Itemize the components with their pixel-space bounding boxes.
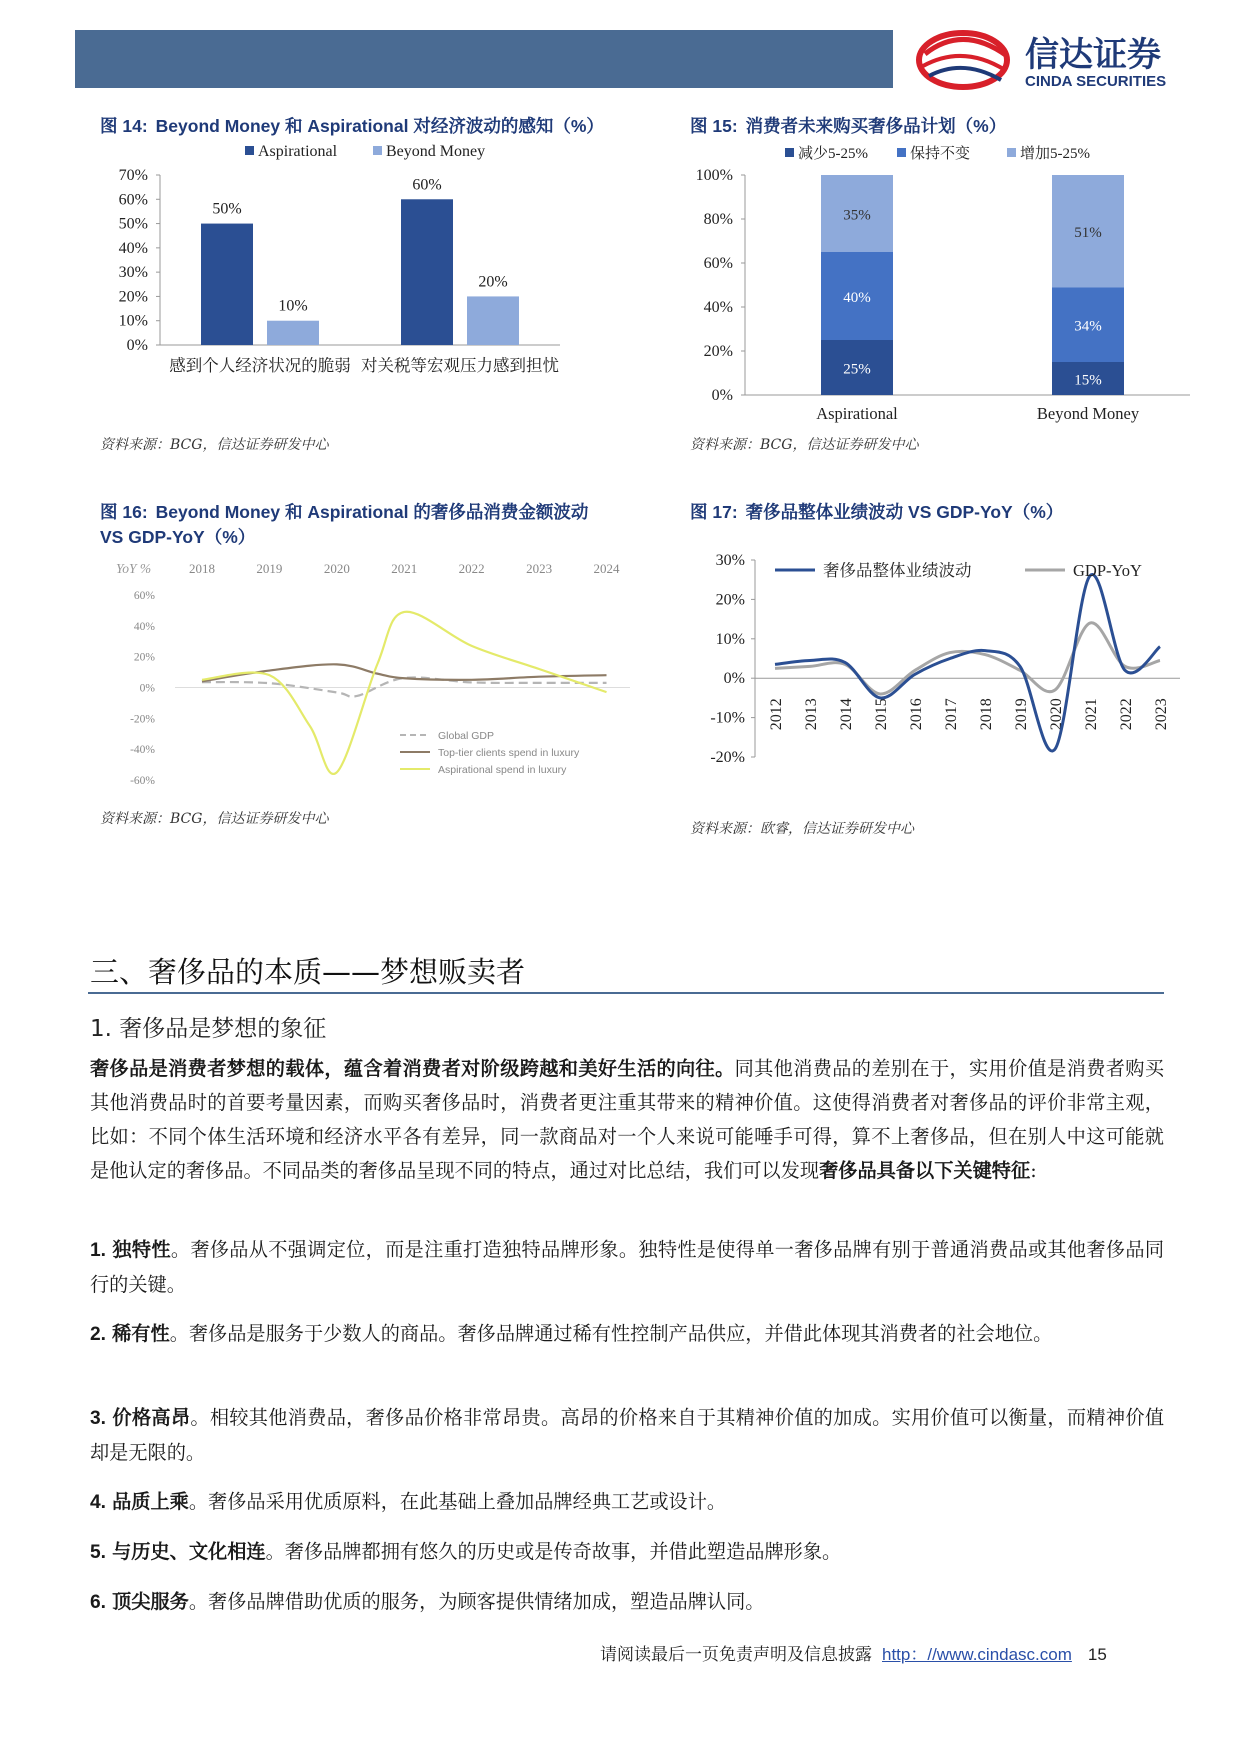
x-tick-label: 2018 (978, 698, 995, 731)
section-subheading: 1. 奢侈品是梦想的象征 (90, 1016, 327, 1042)
y-tick-label: 20% (703, 343, 733, 360)
legend-label: Aspirational spend in luxury (438, 764, 567, 776)
y-tick-label: 20% (118, 288, 148, 306)
fig14-source: 资料来源：BCG，信达证券研发中心 (100, 437, 329, 453)
y-tick-label: 0% (126, 337, 148, 354)
x-tick-label: 2014 (838, 698, 855, 731)
x-tick-label: 2019 (1013, 698, 1030, 731)
y-tick-label: 60% (118, 191, 148, 209)
data-label: 34% (1074, 318, 1102, 335)
fig16-label: 图 16: (100, 502, 148, 522)
x-tick-label: 2013 (803, 698, 820, 731)
fig15-chart (685, 140, 1225, 435)
x-tick-label: 2012 (768, 698, 785, 731)
y-tick-label: 10% (118, 312, 148, 330)
x-tick-label: 2022 (458, 561, 485, 576)
page-number: 15 (1087, 1645, 1107, 1664)
legend-label: Aspirational (258, 143, 338, 160)
y-tick-label: 40% (133, 620, 155, 633)
y-tick-label: 70% (118, 167, 148, 184)
y-tick-label: 100% (695, 167, 733, 184)
legend-swatch (373, 146, 382, 155)
y-tick-label: 50% (118, 215, 148, 233)
fig14-label: 图 14: (100, 116, 148, 136)
footer-url-link[interactable]: http：//www.cindasc.com (882, 1645, 1072, 1664)
data-label: 50% (212, 200, 242, 218)
y-tick-label: -60% (130, 775, 155, 787)
intro-paragraph (90, 1052, 1164, 1188)
x-tick-label: 2021 (1083, 698, 1100, 731)
bar (401, 199, 453, 345)
y-tick-label: 10% (715, 630, 745, 648)
x-tick-label: 2017 (943, 698, 960, 731)
x-tick-label: 2020 (323, 561, 350, 576)
legend-label: 增加5-25% (1020, 146, 1090, 162)
fig16-title (100, 500, 660, 550)
legend-swatch (1007, 148, 1016, 157)
fig16-source: 资料来源：BCG，信达证券研发中心 (100, 811, 329, 827)
y-tick-label: -10% (710, 709, 745, 727)
x-tick-label: 2019 (256, 561, 283, 576)
data-label: 10% (278, 297, 308, 315)
fig16-chart (100, 555, 650, 800)
x-tick-label: 2022 (1118, 698, 1135, 731)
fig14-title-text: Beyond Money 和 Aspirational 对经济波动的感知（%） (155, 116, 604, 136)
brand-en: CINDA SECURITIES (1025, 73, 1167, 90)
feature-item: 5. 与历史、文化相连。奢侈品牌都拥有悠久的历史或是传奇故事，并借此塑造品牌形象。 (90, 1540, 842, 1563)
intro-tail-bold: 奢侈品具备以下关键特征 (819, 1159, 1031, 1182)
fig15-title-text: 消费者未来购买奢侈品计划（%） (745, 116, 1007, 136)
fig17-chart (685, 545, 1205, 795)
cinda-logo-icon (915, 26, 1215, 92)
feature-item: 1. 独特性。奢侈品从不强调定位，而是注重打造独特品牌形象。独特性是使得单一奢侈品牌有别于普通消费品或其他奢侈品同行的关键。 (90, 1238, 1165, 1296)
y-tick-label: 20% (133, 651, 155, 664)
bar (201, 224, 253, 345)
feature-item: 2. 稀有性。奢侈品是服务于少数人的商品。奢侈品牌通过稀有性控制产品供应，并借此体现其消费者的社会地位。 (90, 1322, 1053, 1345)
y-tick-label: -40% (130, 744, 155, 757)
legend-swatch (897, 148, 906, 157)
x-tick-label: 2021 (391, 561, 418, 576)
x-tick-label: 2023 (1153, 698, 1170, 731)
y-tick-label: -20% (710, 749, 745, 766)
bar (267, 321, 319, 345)
data-label: 60% (412, 176, 442, 194)
legend-label: Top-tier clients spend in luxury (438, 747, 580, 759)
legend-label: 保持不变 (910, 146, 971, 162)
fig14-chart (95, 140, 655, 425)
cinda-logo (915, 26, 1215, 92)
legend-label: 奢侈品整体业绩波动 (823, 561, 972, 580)
data-label: 15% (1074, 372, 1102, 389)
section-divider (88, 992, 1164, 994)
bar (467, 296, 519, 345)
y-axis-label: YoY % (116, 561, 152, 576)
footer (600, 1640, 1107, 1665)
legend-label: Global GDP (438, 730, 495, 742)
fig14-title (100, 114, 604, 139)
feature-item: 4. 品质上乘。奢侈品采用优质原料，在此基础上叠加品牌经典工艺或设计。 (90, 1490, 727, 1513)
legend-label: 减少5-25% (798, 146, 868, 162)
x-tick-label: 2018 (188, 561, 215, 576)
y-tick-label: 0% (139, 682, 155, 695)
y-tick-label: 40% (703, 299, 733, 316)
y-tick-label: 0% (723, 670, 745, 688)
data-label: 25% (843, 361, 871, 378)
fig15-title (690, 114, 1006, 139)
y-tick-label: 40% (118, 239, 148, 257)
brand-cn: 信达证券 (1025, 35, 1161, 75)
fig17-title-text: 奢侈品整体业绩波动 VS GDP-YoY（%） (745, 502, 1064, 522)
y-tick-label: 60% (703, 255, 733, 272)
y-tick-label: 0% (711, 387, 733, 404)
x-tick-label: 2020 (1048, 698, 1065, 731)
x-tick-label: 2023 (526, 561, 553, 576)
feature-item: 6. 顶尖服务。奢侈品牌借助优质的服务，为顾客提供情绪加成，塑造品牌认同。 (90, 1590, 765, 1613)
y-tick-label: 60% (133, 590, 155, 602)
data-label: 35% (843, 207, 871, 224)
feature-item: 3. 价格高昂。相较其他消费品，奢侈品价格非常昂贵。高昂的价格来自于其精神价值的加成。实用价值可以衡量，而精神价值却是无限的。 (90, 1406, 1165, 1464)
x-tick-label: 对关税等宏观压力感到担忧 (361, 356, 559, 375)
x-tick-label: 2016 (908, 698, 925, 731)
y-tick-label: 80% (703, 211, 733, 228)
x-tick-label: 感到个人经济状况的脆弱 (169, 356, 351, 375)
data-label: 40% (843, 290, 871, 306)
intro-bold: 奢侈品是消费者梦想的载体，蕴含着消费者对阶级跨越和美好生活的向往。 (90, 1057, 735, 1080)
fig16-title-line2: VS GDP-YoY（%） (100, 527, 256, 547)
x-tick-label: Aspirational (816, 404, 898, 423)
legend-label: GDP-YoY (1073, 561, 1142, 580)
legend-label: Beyond Money (386, 143, 486, 160)
fig17-label: 图 17: (690, 502, 738, 522)
legend-swatch (785, 148, 794, 157)
x-tick-label: 2015 (873, 698, 890, 731)
legend-swatch (245, 146, 254, 155)
fig16-title-line1: Beyond Money 和 Aspirational 的奢侈品消费金额波动 (155, 502, 589, 522)
section-heading: 三、奢侈品的本质——梦想贩卖者 (90, 955, 526, 989)
fig15-source: 资料来源：BCG，信达证券研发中心 (690, 437, 919, 453)
fig17-source: 资料来源：欧睿，信达证券研发中心 (690, 821, 914, 837)
x-tick-label: 2024 (593, 561, 620, 576)
y-tick-label: 30% (715, 552, 745, 569)
y-tick-label: -20% (130, 713, 155, 726)
intro-rest: 同其他消费品的差别在于，实用价值是消费者购买其他消费品时的首要考量因素，而购买奢侈品时，消费者更注重其带来的精神价值。这使得消费者对奢侈品的评价非常主观，比如：不同个体生活环境和经济水平各有差异，同一款商品对一个人来说可能唾手可得，算不上奢侈品，但在别人中这可能就是他认定的奢侈品。不同品类的奢侈品呈现不同的特点，通过对比总结，我们可以发现 (90, 1057, 1165, 1182)
x-tick-label: Beyond Money (1036, 404, 1140, 423)
data-label: 20% (478, 273, 508, 291)
intro-tail: : (1030, 1159, 1037, 1182)
fig15-label: 图 15: (690, 116, 738, 136)
data-label: 51% (1074, 225, 1102, 242)
y-tick-label: 30% (118, 264, 148, 282)
footer-notice: 请阅读最后一页免责声明及信息披露 (600, 1645, 872, 1665)
header-bar (75, 30, 893, 88)
y-tick-label: 20% (715, 591, 745, 609)
fig17-title (690, 500, 1063, 525)
